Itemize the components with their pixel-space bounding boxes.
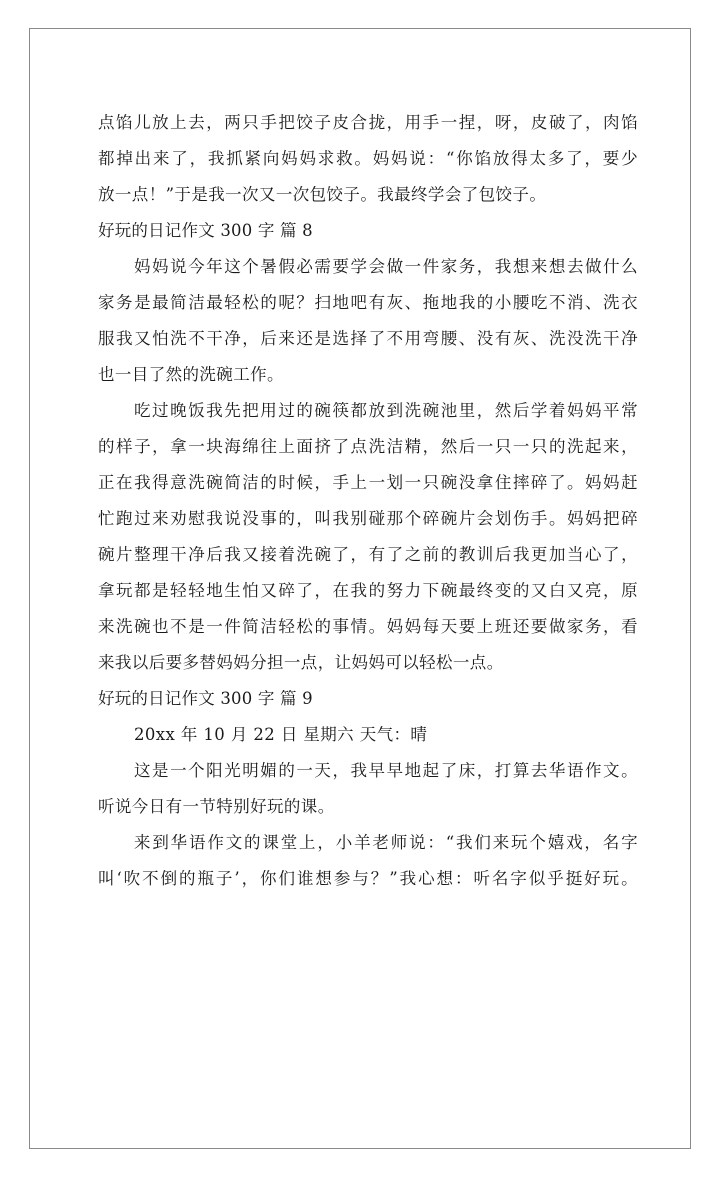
paragraph-line: 听说今日有一节特别好玩的课。: [98, 797, 335, 816]
document-body: [98, 105, 638, 897]
paragraph-line: 拿玩都是轻轻地生怕又碎了，在我的努力下碗最终变的又白又亮，原: [98, 581, 638, 600]
paragraph-line: 来到华语作文的课堂上，小羊老师说：“我们来玩个嬉戏，名字: [134, 833, 638, 852]
paragraph-line: 的样子，拿一块海绵往上面挤了点洗洁精，然后一只一只的洗起来，: [98, 437, 638, 456]
paragraph-line: 碗片整理干净后我又接着洗碗了，有了之前的教训后我更加当心了，: [98, 545, 638, 564]
paragraph-line: 也一目了然的洗碗工作。: [98, 365, 284, 384]
section-heading-8: 好玩的日记作文 300 字 篇 8: [98, 221, 313, 240]
paragraph-line: 服我又怕洗不干净，后来还是选择了不用弯腰、没有灰、洗没洗干净: [98, 329, 638, 348]
paragraph-line: 来我以后要多替妈妈分担一点，让妈妈可以轻松一点。: [98, 653, 504, 672]
paragraph-line: 正在我得意洗碗简洁的时候，手上一划一只碗没拿住摔碎了。妈妈赶: [98, 473, 638, 492]
paragraph-line: 妈妈说今年这个暑假必需要学会做一件家务，我想来想去做什么: [134, 257, 638, 276]
paragraph-line: 都掉出来了，我抓紧向妈妈求救。妈妈说：“你馅放得太多了，要少: [98, 149, 638, 168]
paragraph-line: 这是一个阳光明媚的一天，我早早地起了床，打算去华语作文。: [134, 761, 638, 780]
paragraph-line: 吃过晚饭我先把用过的碗筷都放到洗碗池里，然后学着妈妈平常: [134, 401, 638, 420]
paragraph-line: 忙跑过来劝慰我说没事的，叫我别碰那个碎碗片会划伤手。妈妈把碎: [98, 509, 638, 528]
paragraph-line: 点馅儿放上去，两只手把饺子皮合拢，用手一捏，呀，皮破了，肉馅: [98, 113, 638, 132]
paragraph-line: 叫‘吹不倒的瓶子’，你们谁想参与？”我心想：听名字似乎挺好玩。: [98, 869, 638, 888]
section-heading-9: 好玩的日记作文 300 字 篇 9: [98, 689, 313, 708]
diary-date-line: 20xx 年 10 月 22 日 星期六 天气：晴: [134, 725, 428, 744]
paragraph-line: 放一点！”于是我一次又一次包饺子。我最终学会了包饺子。: [98, 185, 547, 204]
paragraph-line: 来洗碗也不是一件简洁轻松的事情。妈妈每天要上班还要做家务，看: [98, 617, 638, 636]
paragraph-line: 家务是最简洁最轻松的呢？扫地吧有灰、拖地我的小腰吃不消、洗衣: [98, 293, 638, 312]
